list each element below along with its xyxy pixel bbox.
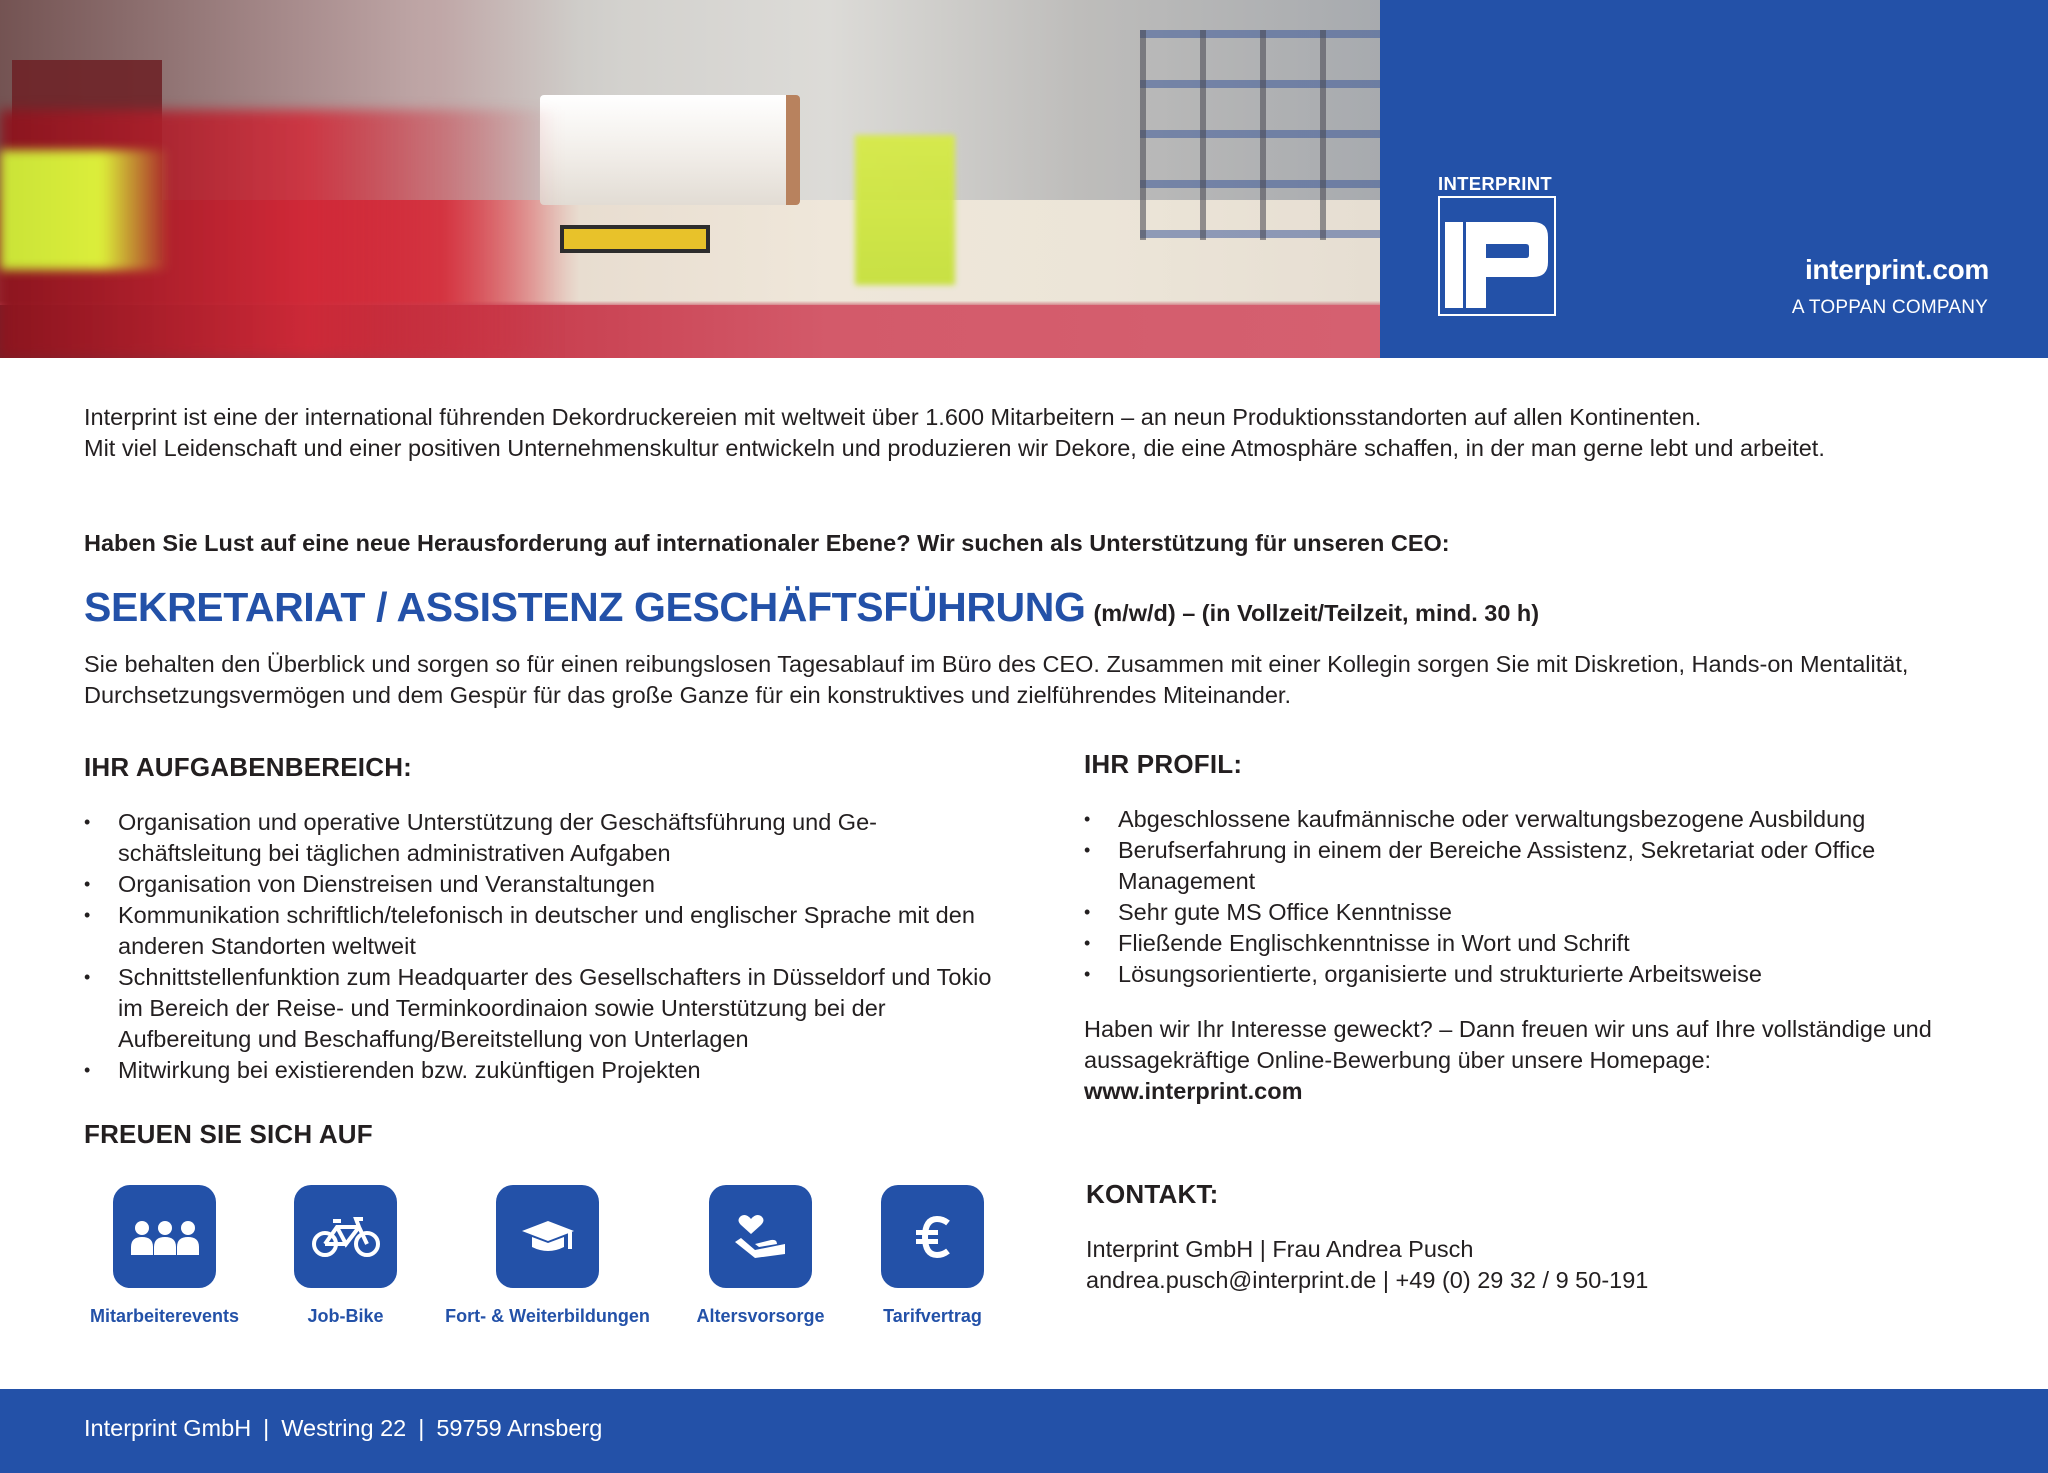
application-call	[1084, 1014, 2004, 1107]
benefit-label: Mitarbeiterevents	[89, 1306, 240, 1326]
profile-list	[1084, 804, 2004, 990]
intro-line-1: Interprint ist eine der international führenden Dekordruckereien mit weltweit über 1.600 Mitarbeitern – an neun Produktionsstandorten auf allen Kontinenten.	[84, 404, 1702, 430]
contact-phone[interactable]: +49 (0) 29 32 / 9 50-191	[1395, 1267, 1649, 1293]
tasks-section	[84, 752, 1004, 1086]
footer-separator: |	[263, 1415, 270, 1441]
benefit-tile	[709, 1185, 812, 1288]
application-text: Haben wir Ihr Interesse geweckt? – Dann freuen wir uns auf Ihre vollständige und aussagekräftige Online-Bewerbung über unsere Homepage:	[1084, 1016, 1932, 1073]
task-item: • Kommunikation schriftlich/telefonisch in deutscher und englischer Sprache mit den anderen Standorten weltweit	[84, 900, 1004, 962]
profile-item: • Sehr gute MS Office Kenntnisse	[1084, 897, 2004, 928]
benefit-tile	[881, 1185, 984, 1288]
contact-details	[1086, 1234, 1886, 1296]
footer-street: Westring 22	[281, 1415, 407, 1441]
profile-item: • Abgeschlossene kaufmännische oder verwaltungsbezogene Ausbildung	[1084, 804, 2004, 835]
intro-line-2: Mit viel Leidenschaft und einer positiven Unternehmenskultur entwickeln und produzieren wir Dekore, die eine Atmosphäre schaffen, in der man gerne lebt und arbeitet.	[84, 435, 1825, 461]
benefit-tile	[294, 1185, 397, 1288]
benefit-label: Fort- & Weiterbildungen	[445, 1306, 650, 1326]
job-title-main: SEKRETARIAT / ASSISTENZ GESCHÄFTSFÜHRUNG	[84, 584, 1086, 630]
contact-person: Interprint GmbH | Frau Andrea Pusch	[1086, 1236, 1474, 1262]
photo-floor-marking	[560, 225, 710, 253]
header-photo	[0, 0, 1380, 358]
task-item: • Organisation und operative Unterstützung der Geschäftsführung und Geschäftsleitung bei täglichen administrativen Aufgaben	[84, 807, 1004, 869]
benefit-label: Altersvorsorge	[696, 1306, 825, 1326]
benefit-collective-agreement	[881, 1185, 984, 1327]
footer-bar	[0, 1389, 2048, 1473]
benefit-label: Tarifvertrag	[883, 1306, 982, 1326]
profile-item: • Fließende Englischkenntnisse in Wort und Schrift	[1084, 928, 2004, 959]
lead-question: Haben Sie Lust auf eine neue Herausforderung auf internationaler Ebene? Wir suchen als Unterstützung für unseren CEO:	[84, 530, 1450, 556]
task-item: • Mitwirkung bei existierenden bzw. zukünftigen Projekten	[84, 1055, 1004, 1086]
hand-heart-icon	[733, 1214, 789, 1260]
brand-url[interactable]: interprint.com	[1804, 254, 1989, 285]
task-item: • Schnittstellenfunktion zum Headquarter des Gesellschafters in Düsseldorf und Tokio im Bereich der Reise- und Terminkoordinaion sowie Unterstützung bei der Aufbereitung und Beschaffung/Bereitstellung von Unterlagen	[84, 962, 1004, 1055]
header-banner	[0, 0, 2048, 358]
footer-separator: |	[418, 1415, 425, 1441]
profile-item: • Lösungsorientierte, organisierte und strukturierte Arbeitsweise	[1084, 959, 2004, 990]
tasks-list	[84, 807, 1004, 1086]
footer-company: Interprint GmbH	[84, 1415, 252, 1441]
brand-panel	[1380, 0, 2048, 358]
bicycle-icon	[311, 1215, 381, 1259]
benefit-tile	[113, 1185, 216, 1288]
interprint-logo-icon	[1438, 196, 1556, 316]
application-link[interactable]: www.interprint.com	[1084, 1078, 1303, 1104]
brand-tagline: A TOPPAN COMPANY	[1791, 297, 1988, 318]
benefit-training	[445, 1185, 650, 1327]
benefits-heading: FREUEN SIE SICH AUF	[84, 1119, 373, 1149]
people-group-icon	[129, 1217, 201, 1257]
footer-address	[84, 1415, 602, 1442]
job-title-suffix: (m/w/d) – (in Vollzeit/Teilzeit, mind. 30 h)	[1093, 600, 1540, 626]
photo-motion-blur-yellow	[0, 150, 170, 270]
contact-heading: KONTAKT:	[1086, 1179, 1219, 1209]
tasks-heading: IHR AUFGABENBEREICH:	[84, 752, 413, 782]
photo-paper-roll	[540, 95, 800, 205]
photo-worker	[855, 135, 955, 285]
benefits-row	[84, 1185, 1024, 1335]
graduation-cap-icon	[520, 1217, 576, 1257]
profile-section	[1084, 749, 2004, 990]
footer-city: 59759 Arnsberg	[436, 1415, 603, 1441]
benefit-employee-events	[89, 1185, 240, 1327]
contact-reach	[1086, 1265, 1886, 1296]
profile-item: • Berufserfahrung in einem der Bereiche Assistenz, Sekretariat oder Office Management	[1084, 835, 2004, 897]
company-intro	[84, 402, 1984, 464]
contact-separator: |	[1382, 1267, 1390, 1293]
benefit-job-bike	[294, 1185, 397, 1327]
task-item: • Organisation von Dienstreisen und Veranstaltungen	[84, 869, 1004, 900]
job-summary: Sie behalten den Überblick und sorgen so für einen reibungslosen Tagesablauf im Büro des CEO. Zusammen mit einer Kollegin sorgen Sie mit Diskretion, Hands-on Mentalität, Durchsetzungsvermögen und dem Gespür für das große Ganze für ein konstruktives und zielführendes Miteinander.	[84, 651, 1909, 708]
profile-heading: IHR PROFIL:	[1084, 749, 1243, 779]
benefit-pension	[696, 1185, 825, 1327]
job-title	[84, 584, 1984, 631]
photo-racks	[1140, 30, 1380, 240]
contact-email[interactable]: andrea.pusch@interprint.de	[1086, 1267, 1377, 1293]
euro-icon	[913, 1215, 953, 1259]
contact-section	[1086, 1179, 1886, 1296]
benefit-tile	[496, 1185, 599, 1288]
logo-wordmark: INTERPRINT	[1438, 173, 1552, 194]
benefit-label: Job-Bike	[307, 1306, 384, 1326]
